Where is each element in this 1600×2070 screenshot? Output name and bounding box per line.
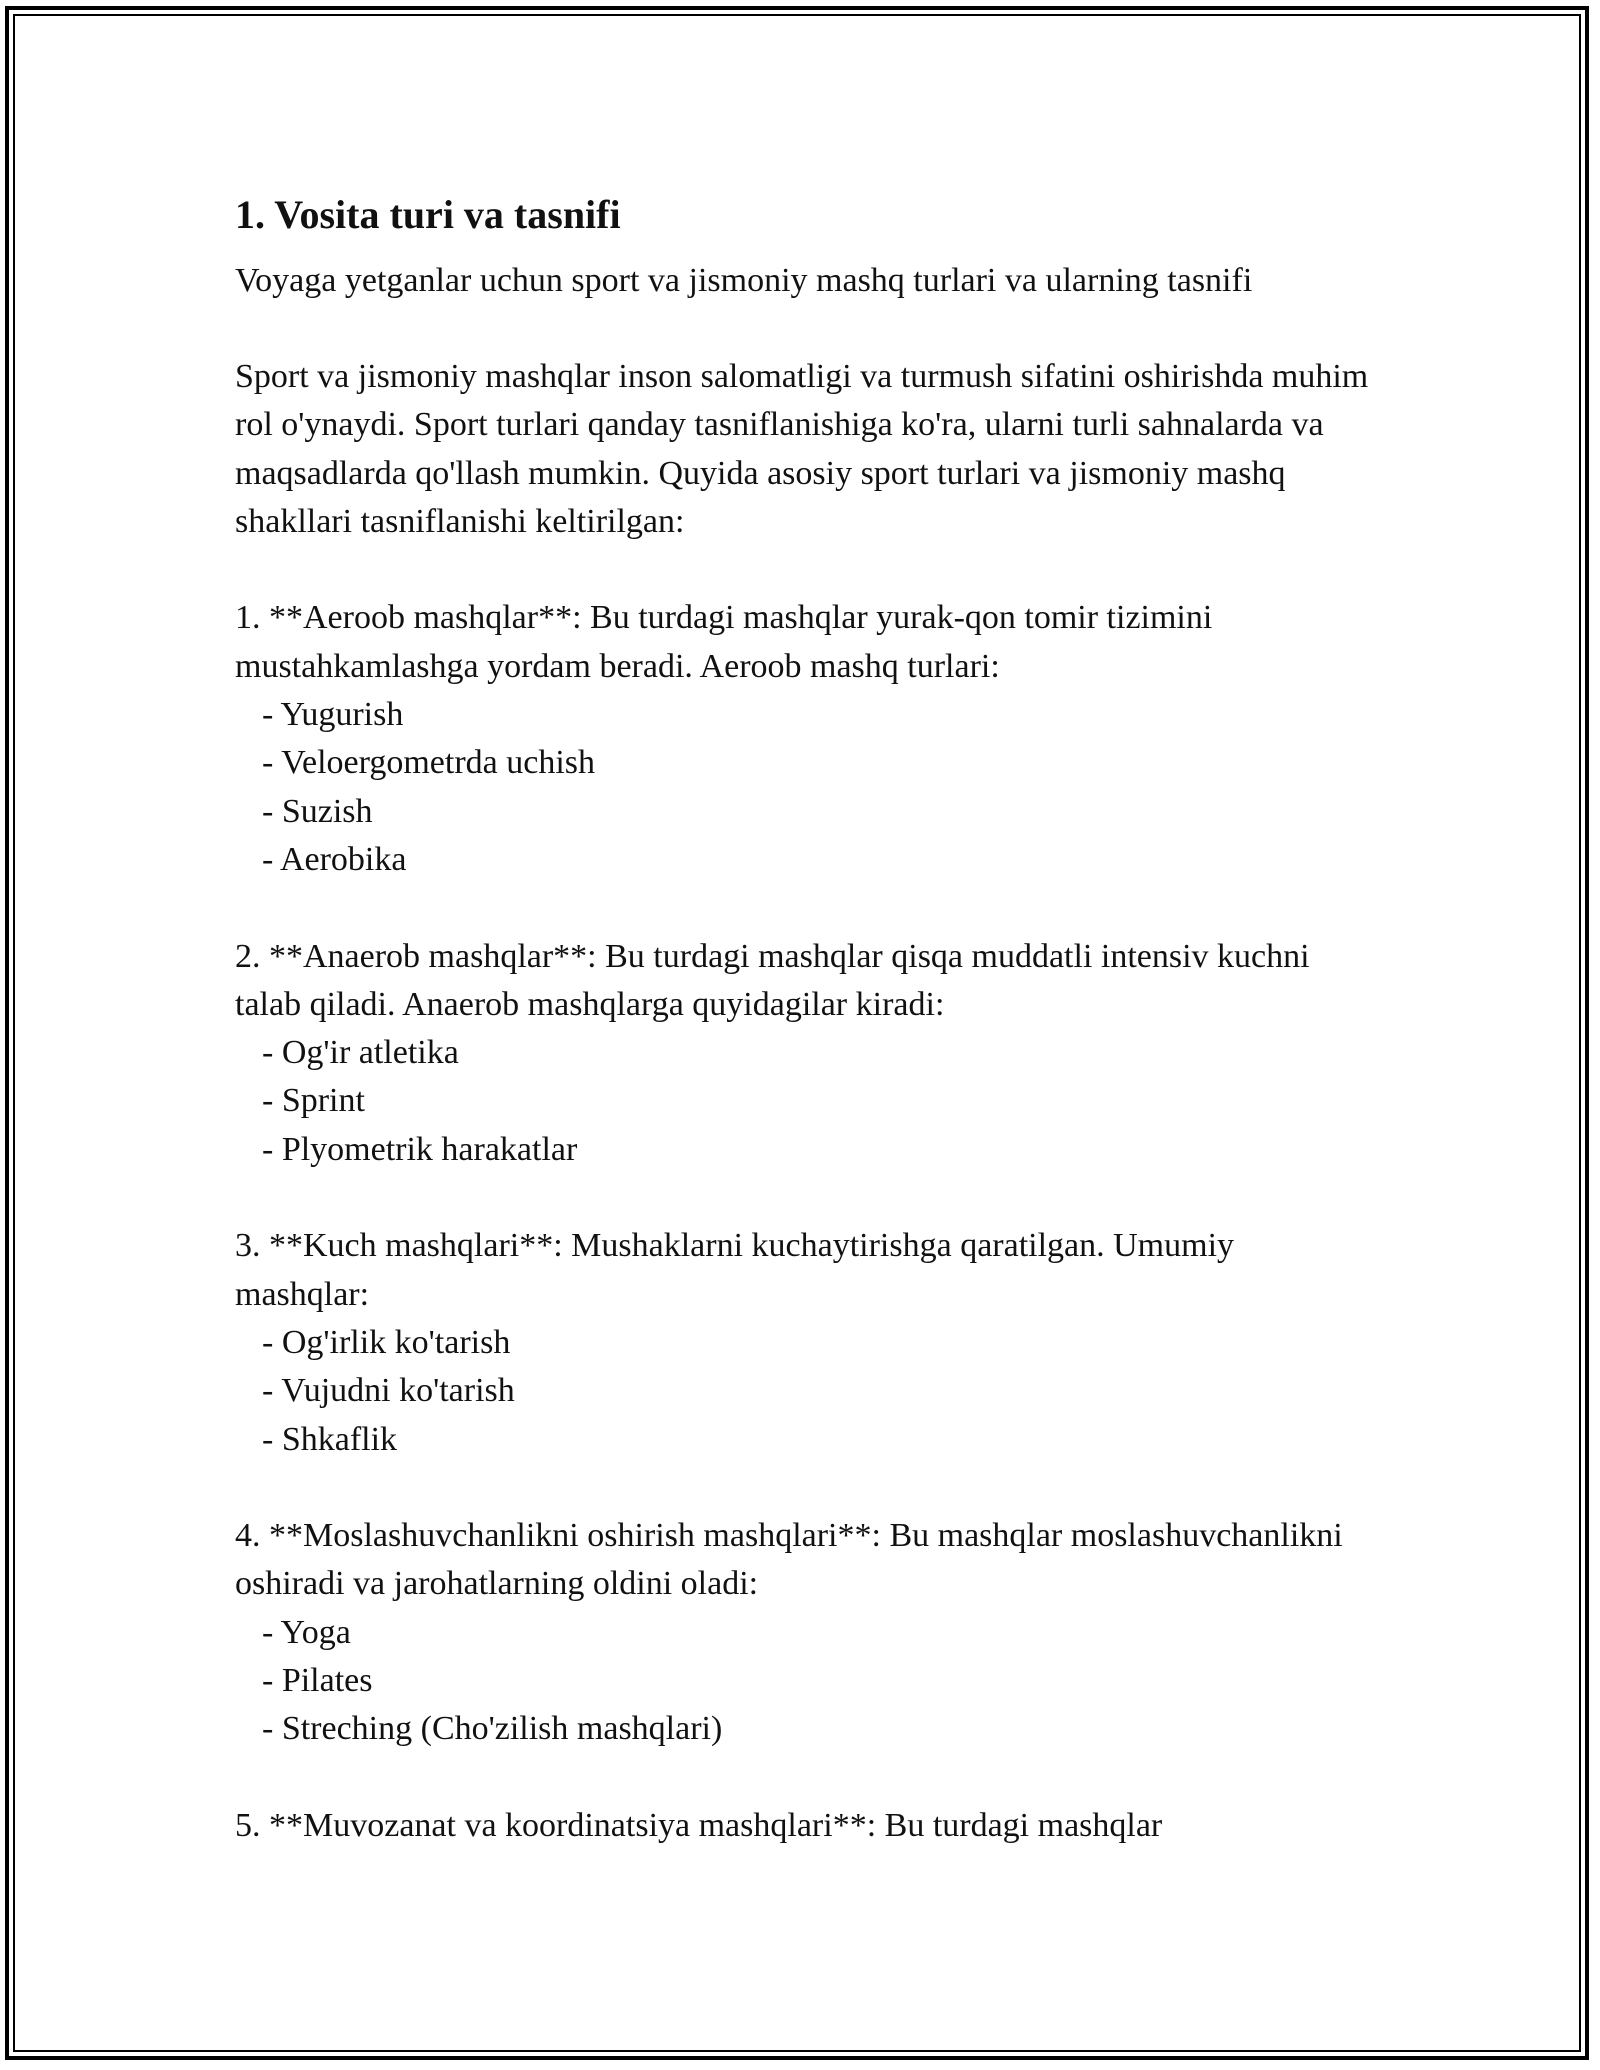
list-item: - Og'ir atletika [262,1034,459,1072]
list-item: - Og'irlik ko'tarish [262,1323,511,1361]
list-item: - Shkaflik [262,1420,398,1458]
document-body [235,185,1375,1850]
list-item: - Vujudni ko'tarish [262,1372,515,1410]
list-item: - Yoga [262,1613,351,1651]
section-strength [235,1222,1375,1463]
section-flexibility [235,1512,1375,1753]
list-item: - Streching (Cho'zilish mashqlari) [262,1710,723,1748]
list-item: - Veloergometrda uchish [262,744,595,782]
intro-paragraph: Sport va jismoniy mashqlar inson salomatligi va turmush sifatini oshirishda muhim rol o'ynaydi. Sport turlari qanday tasniflanishiga ko'ra, ularni turli sahnalarda va maqsadlarda qo'llash mumkin. Quyida asosiy sport turlari va jismoniy mashq shakllari tasniflanishi keltirilgan: [235,358,1369,540]
section-aerobic [235,594,1375,884]
section-text: 5. **Muvozanat va koordinatsiya mashqlari**: Bu turdagi mashqlar [235,1806,1163,1844]
list-item: - Pilates [262,1662,373,1700]
document-subtitle: Voyaga yetganlar uchun sport va jismoniy mashq turlari va ularning tasnifi [235,262,1253,299]
document-heading: 1. Vosita turi va tasnifi [235,192,621,237]
section-text: 1. **Aeroob mashqlar**: Bu turdagi mashqlar yurak-qon tomir tizimini mustahkamlashga yordam beradi. Aeroob mashq turlari: [235,599,1213,685]
list-item: - Yugurish [262,696,404,734]
section-text: 4. **Moslashuvchanlikni oshirish mashqlari**: Bu mashqlar moslashuvchanlikni oshiradi va jarohatlarning oldini oladi: [235,1517,1343,1603]
section-text: 3. **Kuch mashqlari**: Mushaklarni kuchaytirishga qaratilgan. Umumiy mashqlar: [235,1227,1235,1313]
section-text: 2. **Anaerob mashqlar**: Bu turdagi mashqlar qisqa muddatli intensiv kuchni talab qiladi. Anaerob mashqlarga quyidagilar kiradi: [235,937,1310,1023]
list-item: - Aerobika [262,840,407,878]
list-item: - Suzish [262,792,373,830]
section-anaerobic [235,933,1375,1174]
list-item: - Plyometrik harakatlar [262,1130,578,1168]
list-item: - Sprint [262,1082,365,1120]
section-balance [235,1802,1375,1850]
